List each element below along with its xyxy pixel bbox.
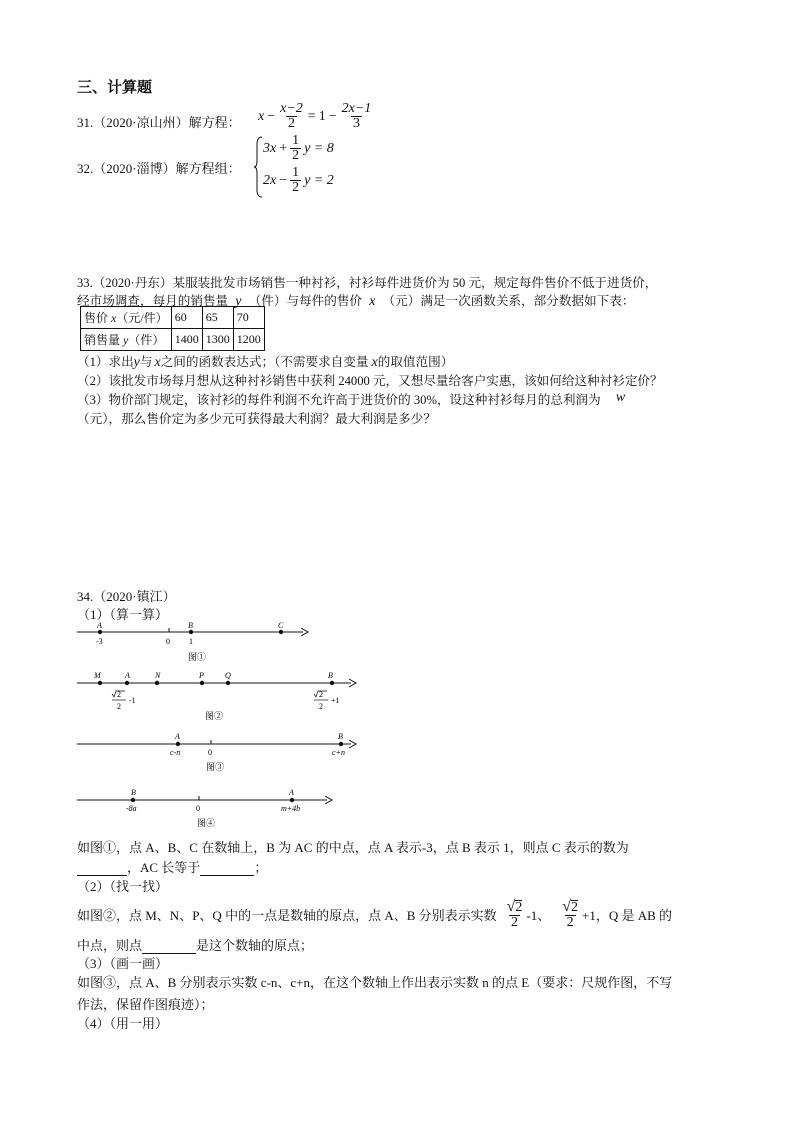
fig1-point-b <box>189 630 193 634</box>
q33-intro-b: （件）与每件的售价 <box>248 294 362 308</box>
fig3-value-b: c+n <box>332 748 345 757</box>
q31-label: 31.（2020·凉山州）解方程： <box>77 115 241 130</box>
q33-p1-x: x <box>154 355 161 370</box>
fig2-b-frac-den: 2 <box>319 702 323 711</box>
fig2-label-m: M <box>94 671 101 680</box>
fig3-value-a: c-n <box>170 748 181 757</box>
q33-part-3-line-2: （元），那么售价定为多少元可获得最大利润？最大利润是多少？ <box>77 412 436 426</box>
fig2-label-a: A <box>125 671 130 680</box>
fig2-a-sqrt-num: 2 <box>117 690 121 699</box>
fig4-point-b <box>131 798 135 802</box>
q33-intro-line-1: 33.（2020·丹东）某服装批发市场销售一种衬衫，衬衫每件进货价为 50 元，规定每件售价不低于进货价， <box>77 276 658 290</box>
fig2-point-b <box>330 681 334 685</box>
q32-l2-fraction <box>290 166 301 195</box>
fig2-point-n <box>155 681 159 685</box>
q31-equals: = <box>307 108 316 124</box>
row1-header <box>81 307 172 329</box>
figure-1-number-line <box>75 618 315 664</box>
table-cell: 1200 <box>233 329 264 351</box>
q34-part2-text-line-2 <box>77 935 313 954</box>
q34-part1-text-line-2 <box>77 857 267 876</box>
fig2-point-m <box>98 681 102 685</box>
row1-label-b: （元/件） <box>116 311 168 325</box>
q32-l1-fraction <box>290 134 301 163</box>
q31-fraction-1 <box>278 102 305 131</box>
fig2-label-p: P <box>199 671 204 680</box>
q32-l1-den: 2 <box>292 148 300 163</box>
section-title: 三、计算题 <box>77 79 153 96</box>
fig1-zero: 0 <box>166 637 170 646</box>
answer-blank-c[interactable] <box>77 862 127 876</box>
fig4-value-a: m+4b <box>281 804 301 813</box>
fig3-zero: 0 <box>208 748 212 757</box>
q34-p2-text-a: 如图②，点 M、N、P、Q 中的一点是数轴的原点，点 A、B 分别表示实数 <box>77 907 497 923</box>
q33-part-1 <box>77 351 453 371</box>
q32-label: 32.（2020·淄博）解方程组： <box>77 161 241 176</box>
fig2-point-a <box>125 681 129 685</box>
q34-part2-title: （2）（找一找） <box>77 879 169 894</box>
fig1-label-b: B <box>188 621 193 630</box>
fig2-point-p <box>200 681 204 685</box>
row2-header <box>81 329 172 351</box>
q34-p2-frac-2 <box>560 899 580 930</box>
figure-2-number-line <box>75 667 360 723</box>
q34-p2-text-b: 中点，则点 <box>77 938 143 953</box>
q32-l1-rest: y = 8 <box>304 140 334 156</box>
q31-minus: − <box>267 108 276 124</box>
fig3-caption: 图③ <box>206 762 225 772</box>
q33-p3-w: w <box>615 390 626 405</box>
q31-f1-den: 2 <box>287 116 295 131</box>
q34-part3-text-line-1: 如图③，点 A、B 分别表示实数 c-n、c+n，在这个数轴上作出表示实数 n 的点 E（要求：尺规作图，不写 <box>77 975 673 990</box>
q31-equation <box>258 102 373 131</box>
figure-4-number-line <box>75 785 345 831</box>
q32-l2-op: − <box>279 172 288 188</box>
fig1-point-a <box>98 630 102 634</box>
fig2-label-n: N <box>155 671 161 680</box>
fig4-value-b: -8a <box>126 804 137 813</box>
fig1-label-a: A <box>97 621 102 630</box>
q33-p1-a: （1）求出 <box>77 355 134 369</box>
q34-p2-sqrt-1: 2 <box>515 899 523 915</box>
q31-minus-2: − <box>328 108 337 124</box>
q31-f2-den: 3 <box>352 116 360 131</box>
row2-label-var: y <box>123 333 129 347</box>
fig1-value-a: -3 <box>96 637 103 646</box>
q33-p1-b: 与 <box>139 355 153 369</box>
fig2-b-sqrt-num: 2 <box>319 690 323 699</box>
q32-l1-op: + <box>279 140 288 156</box>
fig2-a-frac-den: 2 <box>117 702 121 711</box>
q32-l2-den: 2 <box>292 180 300 195</box>
sqrt-sign-icon: √ <box>562 897 572 915</box>
q34-p2-s2: +1，Q 是 AB 的 <box>582 907 673 923</box>
fig1-label-c: C <box>278 621 284 630</box>
sqrt-sign-icon: √ <box>506 897 516 915</box>
answer-blank-ac[interactable] <box>200 862 254 876</box>
row1-label-var: x <box>111 311 117 325</box>
fig4-caption: 图④ <box>197 818 216 828</box>
fig2-label-q: Q <box>225 671 231 680</box>
table-cell: 70 <box>233 307 264 329</box>
q34-p2-den-1: 2 <box>511 914 519 930</box>
q32-line-1 <box>263 134 334 163</box>
q32-l1-num: 1 <box>292 133 300 148</box>
q34-part3-text-line-2: 作法，保留作图痕迹）； <box>77 997 214 1012</box>
q31-one: 1 <box>318 108 326 124</box>
fig4-label-b: B <box>131 788 136 797</box>
row1-label-a: 售价 <box>84 311 109 325</box>
q33-p1-c: 之间的函数表达式；（不需要求自变量 <box>160 355 369 369</box>
q31-x: x <box>258 108 265 124</box>
q34-part1-text-line-1: 如图①，点 A、B、C 在数轴上，B 为 AC 的中点，点 A 表示-3，点 B 表示 1，则点 C 表示的数为 <box>77 840 629 855</box>
q34-p2-den-2: 2 <box>566 914 574 930</box>
q31-f2-num: 2x−1 <box>341 101 372 116</box>
q34-p2-text-c: 是这个数轴的原点； <box>196 938 314 953</box>
q32-l2-rest: y = 2 <box>304 172 334 188</box>
answer-blank-origin[interactable] <box>142 940 196 954</box>
q33-intro-y: y <box>235 294 242 309</box>
fig2-point-q <box>226 681 230 685</box>
q34-part2-text-line-1 <box>77 892 672 936</box>
table-cell: 65 <box>202 307 233 329</box>
q33-part-3-line-1 <box>77 389 625 409</box>
fig4-zero: 0 <box>196 804 200 813</box>
table-cell: 1400 <box>171 329 202 351</box>
q32-line-2 <box>263 166 334 195</box>
q33-p1-y: y <box>133 355 140 370</box>
table-cell: 1300 <box>202 329 233 351</box>
fig4-point-a <box>290 798 294 802</box>
q33-data-table <box>80 306 265 351</box>
q32-l2-term: 2x <box>263 172 277 188</box>
fig1-caption: 图① <box>188 652 207 662</box>
fig4-label-a: A <box>289 788 294 797</box>
q34-p1-text-c: ； <box>254 860 268 875</box>
fig2-a-suffix: -1 <box>129 696 136 705</box>
fig2-b-suffix: +1 <box>331 696 340 705</box>
fig3-point-a <box>176 742 180 746</box>
q34-p2-frac-1 <box>505 899 525 930</box>
fig1-value-b: 1 <box>189 637 193 646</box>
q33-p1-d: 的取值范围） <box>377 355 454 369</box>
q33-p3-a: （3）物价部门规定，该衬衫的每件利润不允许高于进货价的 30%，设这种衬衫每月的总利润为 <box>77 393 601 407</box>
q33-part-2: （2）该批发市场每月想从这种衬衫销售中获利 24000 元，又想尽量给客户实惠，该如何给这种衬衫定价？ <box>77 374 663 388</box>
q34-p1-text-b: ，AC 长等于 <box>127 860 201 875</box>
row2-label-b: （件） <box>128 333 165 347</box>
q32-l1-term: 3x <box>263 140 277 156</box>
fig2-caption: 图② <box>205 711 224 721</box>
fig1-point-c <box>279 630 283 634</box>
table-cell: 60 <box>171 307 202 329</box>
q31-fraction-2 <box>340 102 374 131</box>
q34-p2-s1: -1、 <box>526 907 551 923</box>
q34-part4-title: （4）（用一用） <box>77 1016 169 1031</box>
row2-label-a: 销售量 <box>84 333 121 347</box>
fig3-point-b <box>339 742 343 746</box>
fig3-label-a: A <box>175 732 180 741</box>
q34-p2-sqrt-2: 2 <box>571 899 579 915</box>
table-row <box>81 307 265 329</box>
fig2-label-b: B <box>328 671 333 680</box>
fig3-label-b: B <box>338 732 343 741</box>
table-row <box>81 329 265 351</box>
q34-part3-title: （3）（画一画） <box>77 956 169 971</box>
q34-p2-frac-2-num <box>560 899 580 915</box>
q31-f1-num: x−2 <box>280 101 303 116</box>
q33-intro-a: 经市场调查，每月的销售量 <box>77 294 229 308</box>
figure-3-number-line <box>75 729 360 775</box>
q32-l2-num: 1 <box>292 165 300 180</box>
q34-p2-frac-1-num <box>505 899 525 915</box>
q34-label: 34.（2020·镇江） <box>77 589 176 604</box>
q34-part1-title: （1）（算一算） <box>77 607 169 622</box>
q33-intro-c: （元）满足一次函数关系，部分数据如下表： <box>382 294 635 308</box>
q33-intro-x: x <box>369 294 376 309</box>
q33-p1-x2: x <box>371 355 378 370</box>
